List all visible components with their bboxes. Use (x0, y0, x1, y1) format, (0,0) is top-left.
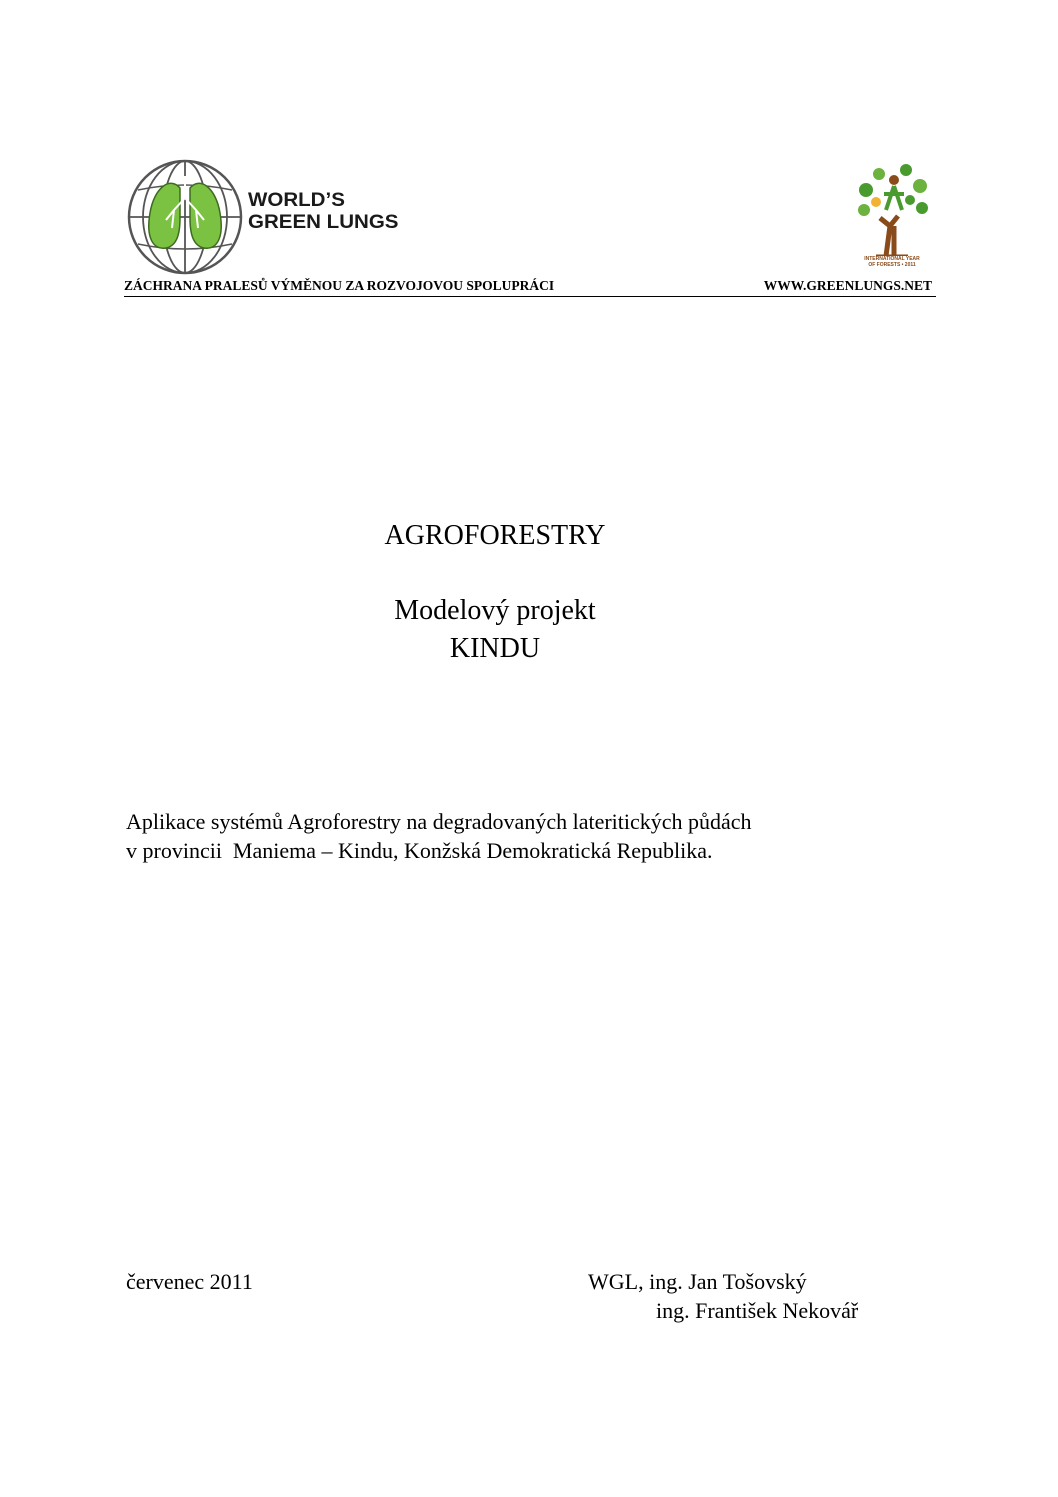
logo-line-1: WORLD’S (248, 190, 345, 211)
forest-tree-icon (846, 160, 938, 256)
author-1: WGL, ing. Jan Tošovský (588, 1269, 807, 1294)
logo-wordmark (248, 190, 399, 234)
iyf-caption-line-2: OF FORESTS • 2011 (868, 262, 916, 268)
abstract-line-1: Aplikace systémů Agroforestry na degradovaných lateritických půdách (126, 809, 752, 834)
worlds-green-lungs-logo (126, 158, 426, 276)
document-date: červenec 2011 (126, 1269, 253, 1294)
authors (588, 1267, 858, 1325)
globe-lungs-icon (126, 158, 244, 276)
iyf-caption-line-1: INTERNATIONAL YEAR (864, 256, 920, 262)
author-2: ing. František Nekovář (656, 1298, 859, 1323)
header-website: WWW.GREENLUNGS.NET (763, 278, 932, 293)
document-subtitle: Modelový projekt (394, 595, 596, 626)
international-year-of-forests-logo (846, 160, 938, 278)
logo-line-2: GREEN LUNGS (248, 212, 399, 233)
iyf-caption (846, 256, 938, 268)
header-bar (124, 276, 936, 297)
header-tagline: ZÁCHRANA PRALESŮ VÝMĚNOU ZA ROZVOJOVOU SPOLUPRÁCI (124, 278, 555, 293)
document-project-name: KINDU (449, 633, 541, 664)
document-title: AGROFORESTRY (384, 520, 606, 551)
abstract-line-2: v provincii Maniema – Kindu, Konžská Demokratická Republika. (126, 838, 713, 863)
abstract (126, 807, 752, 865)
